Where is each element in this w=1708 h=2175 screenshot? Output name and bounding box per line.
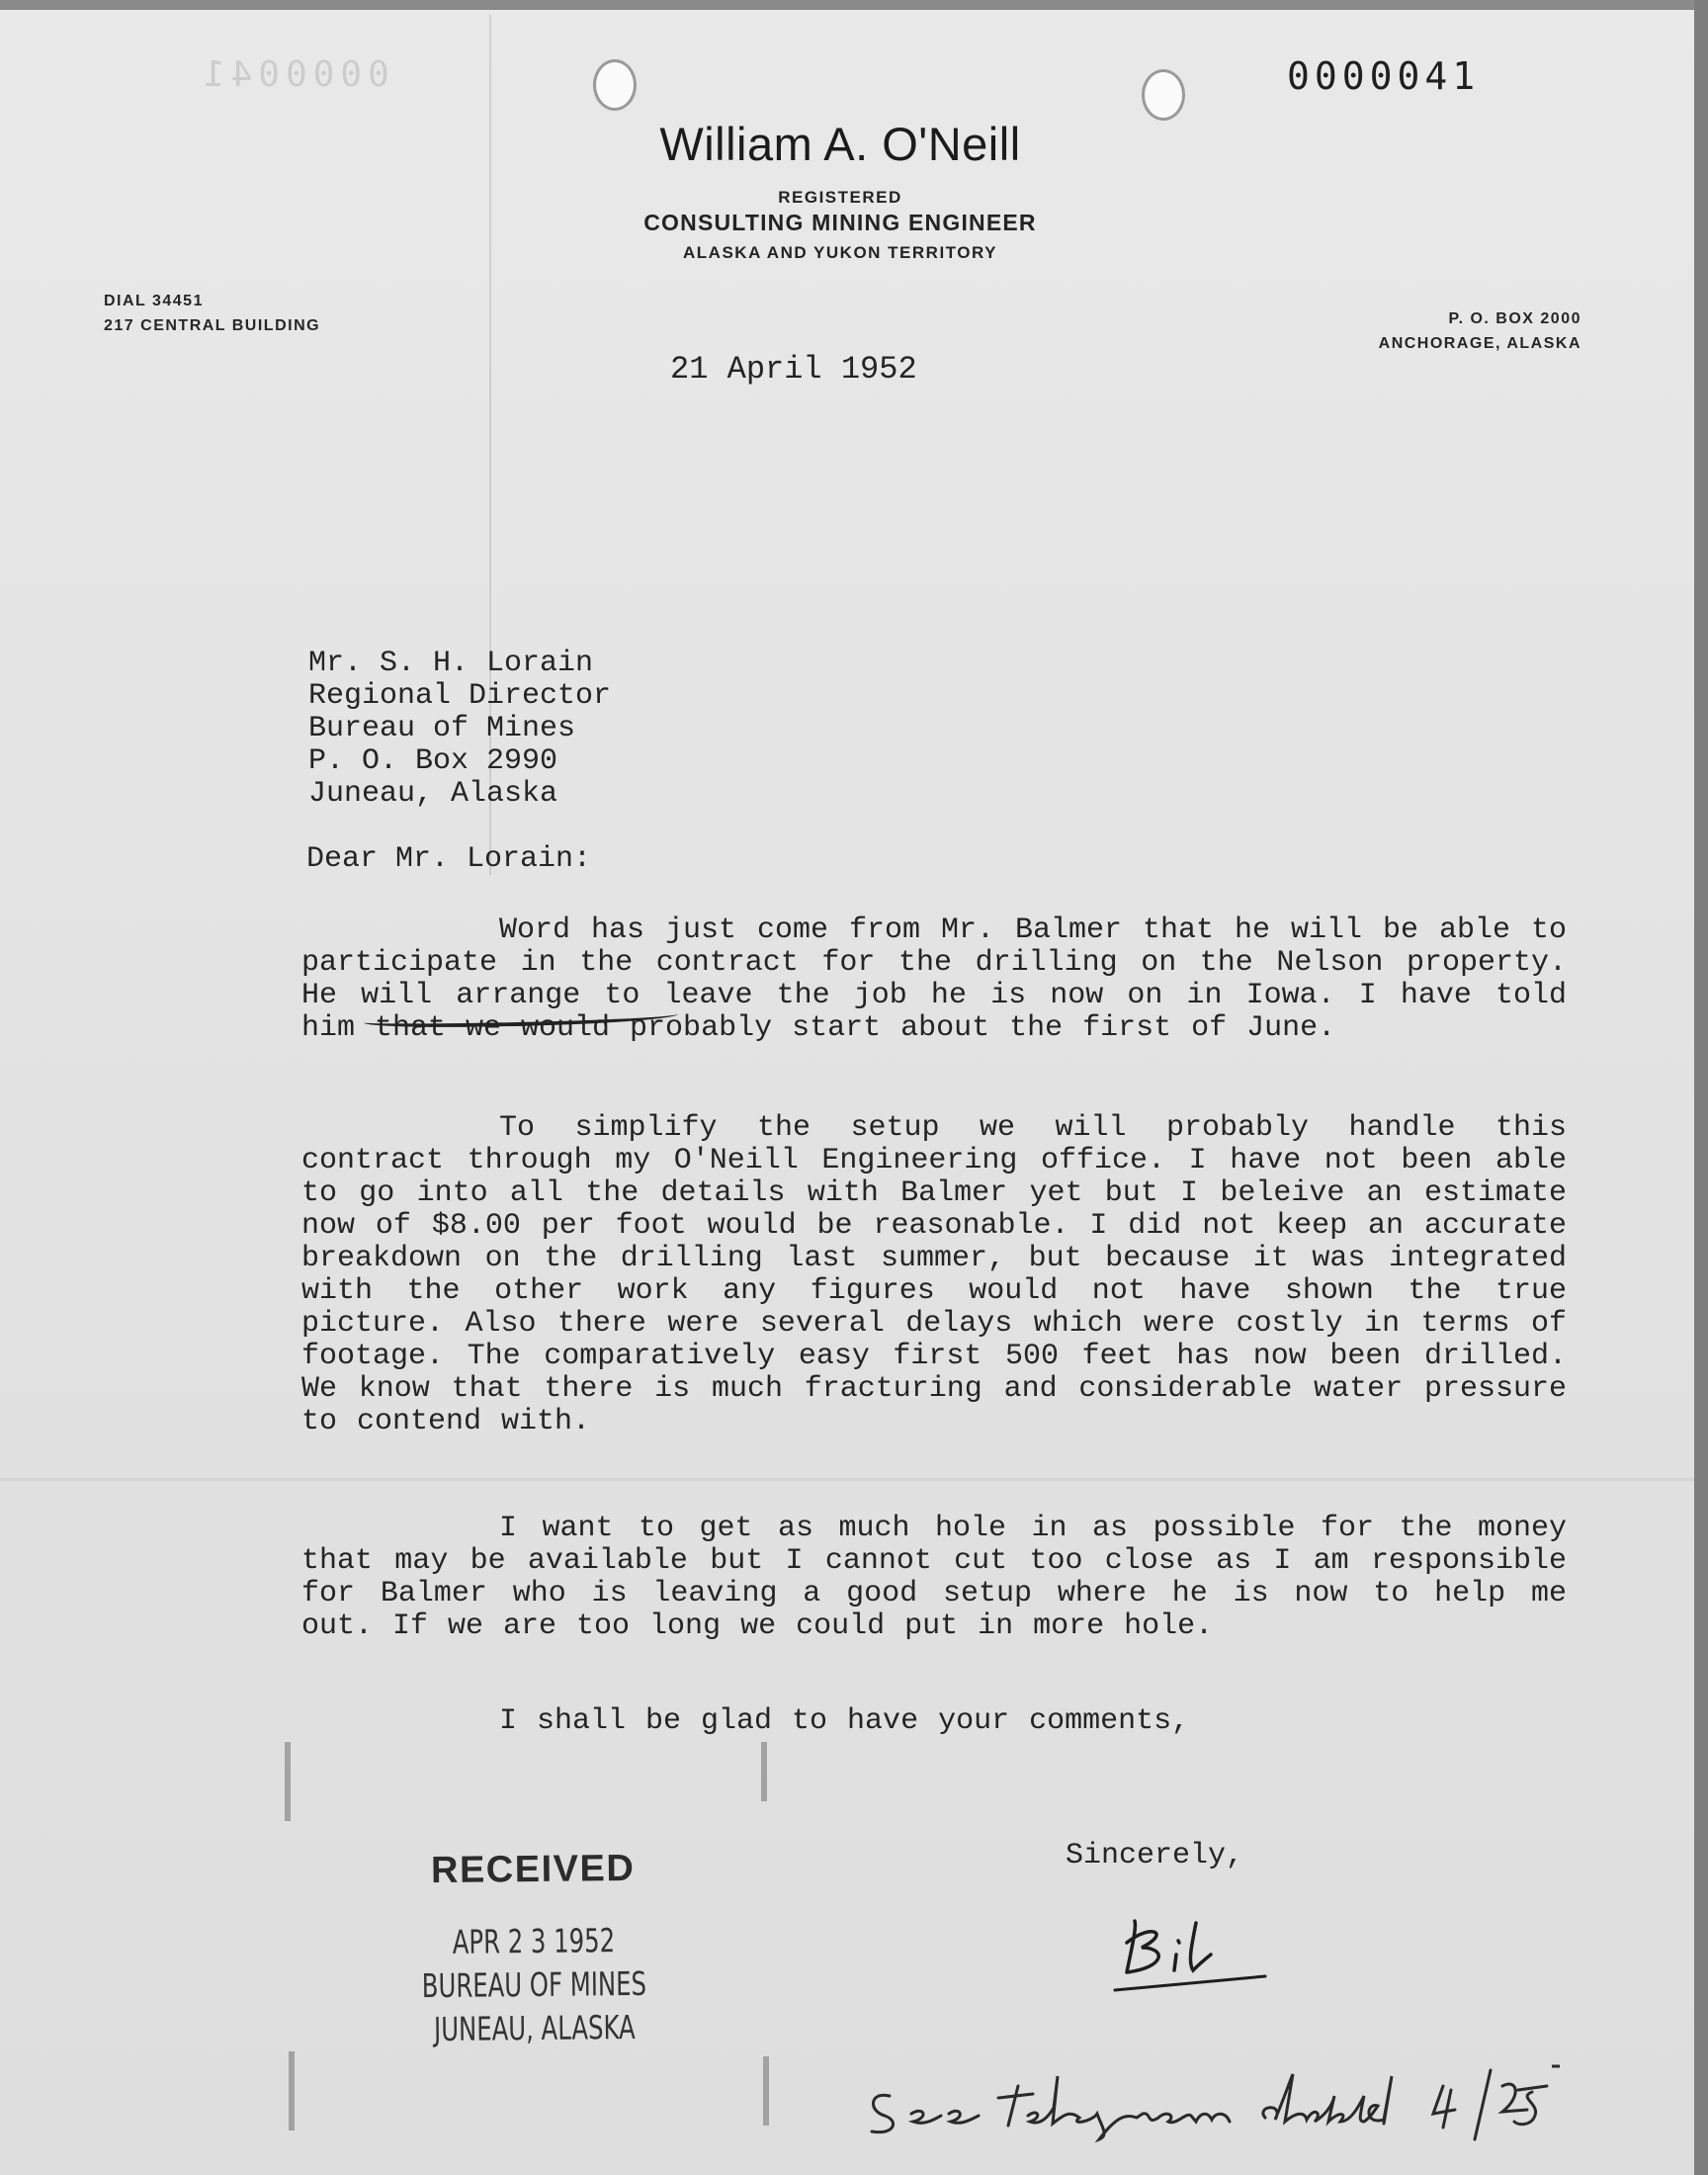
letterhead-name: William A. O'Neill <box>659 118 1021 170</box>
scan-edge-top <box>0 0 1708 10</box>
paper-fold <box>0 1478 1694 1481</box>
punch-hole <box>593 59 637 111</box>
letterhead-po-box: P. O. BOX 2000 <box>1448 310 1581 327</box>
scan-artifact <box>285 1742 291 1821</box>
signature <box>1097 1903 1275 2002</box>
stamp-date: APR 2 3 1952 <box>452 1921 616 1961</box>
letter-date: 21 April 1952 <box>670 351 917 388</box>
letterhead-region: ALASKA AND YUKON TERRITORY <box>683 243 997 262</box>
salutation: Dear Mr. Lorain: <box>306 842 592 876</box>
stamp-office: BUREAU OF MINES <box>421 1963 647 2006</box>
scan-artifact <box>763 2056 769 2126</box>
recipient-line: Regional Director <box>308 679 612 713</box>
letterhead-phone: DIAL 34451 <box>104 293 204 309</box>
recipient-address <box>308 648 611 811</box>
bleed-through-number: 0000041 <box>198 54 389 95</box>
received-stamp <box>325 1847 742 2051</box>
recipient-line: Juneau, Alaska <box>308 777 558 811</box>
punch-hole <box>1142 69 1185 121</box>
recipient-line: Mr. S. H. Lorain <box>308 647 594 680</box>
body-paragraph-1: Word has just come from Mr. Balmer that he will be able to participate in the contract for the drilling on the Nelson property. He will arrange to leave the job he is now on in Iowa. I have told him that we would probably start about the first of June. <box>301 914 1567 1045</box>
letterhead-phone-address <box>104 289 320 338</box>
letterhead-postal <box>1305 306 1581 356</box>
scan-artifact <box>289 2051 295 2131</box>
stamp-location: JUNEAU, ALASKA <box>433 2007 636 2049</box>
scan-edge-right <box>1694 0 1708 2175</box>
letterhead-title: CONSULTING MINING ENGINEER <box>643 210 1037 235</box>
body-paragraph-2: To simplify the setup we will probably handle this contract through my O'Neill Engineering office. I have not been able to go into all the details with Balmer yet but I beleive an estimate now of $8.00 per foot would be reasonable. I did not keep an accurate breakdown on the drilling last summer, but because it was integrated with the other work any figures would not have shown the true picture. Also there were several delays which were costly in terms of footage. The comparatively easy first 500 feet has now been drilled. We know that there is much fracturing and considerable water pressure to contend with. <box>301 1111 1567 1438</box>
stamp-title: RECEIVED <box>430 1847 636 1892</box>
scan-artifact <box>761 1742 767 1801</box>
document-number: 0000041 <box>1287 54 1481 98</box>
letterhead-city: ANCHORAGE, ALASKA <box>1378 335 1581 352</box>
letterhead-building: 217 CENTRAL BUILDING <box>104 317 321 334</box>
recipient-line: Bureau of Mines <box>308 712 576 745</box>
handwritten-note <box>850 2056 1562 2145</box>
recipient-line: P. O. Box 2990 <box>308 744 558 778</box>
body-paragraph-4: I shall be glad to have your comments, <box>499 1704 1190 1738</box>
body-paragraph-3: I want to get as much hole in as possible for the money that may be available but I cannot cut too close as I am responsible for Balmer who is leaving a good setup where he is now to help me out. If we are too long we could put in more hole. <box>301 1512 1567 1643</box>
closing: Sincerely, <box>1066 1839 1244 1872</box>
letterhead-registered: REGISTERED <box>778 188 902 207</box>
